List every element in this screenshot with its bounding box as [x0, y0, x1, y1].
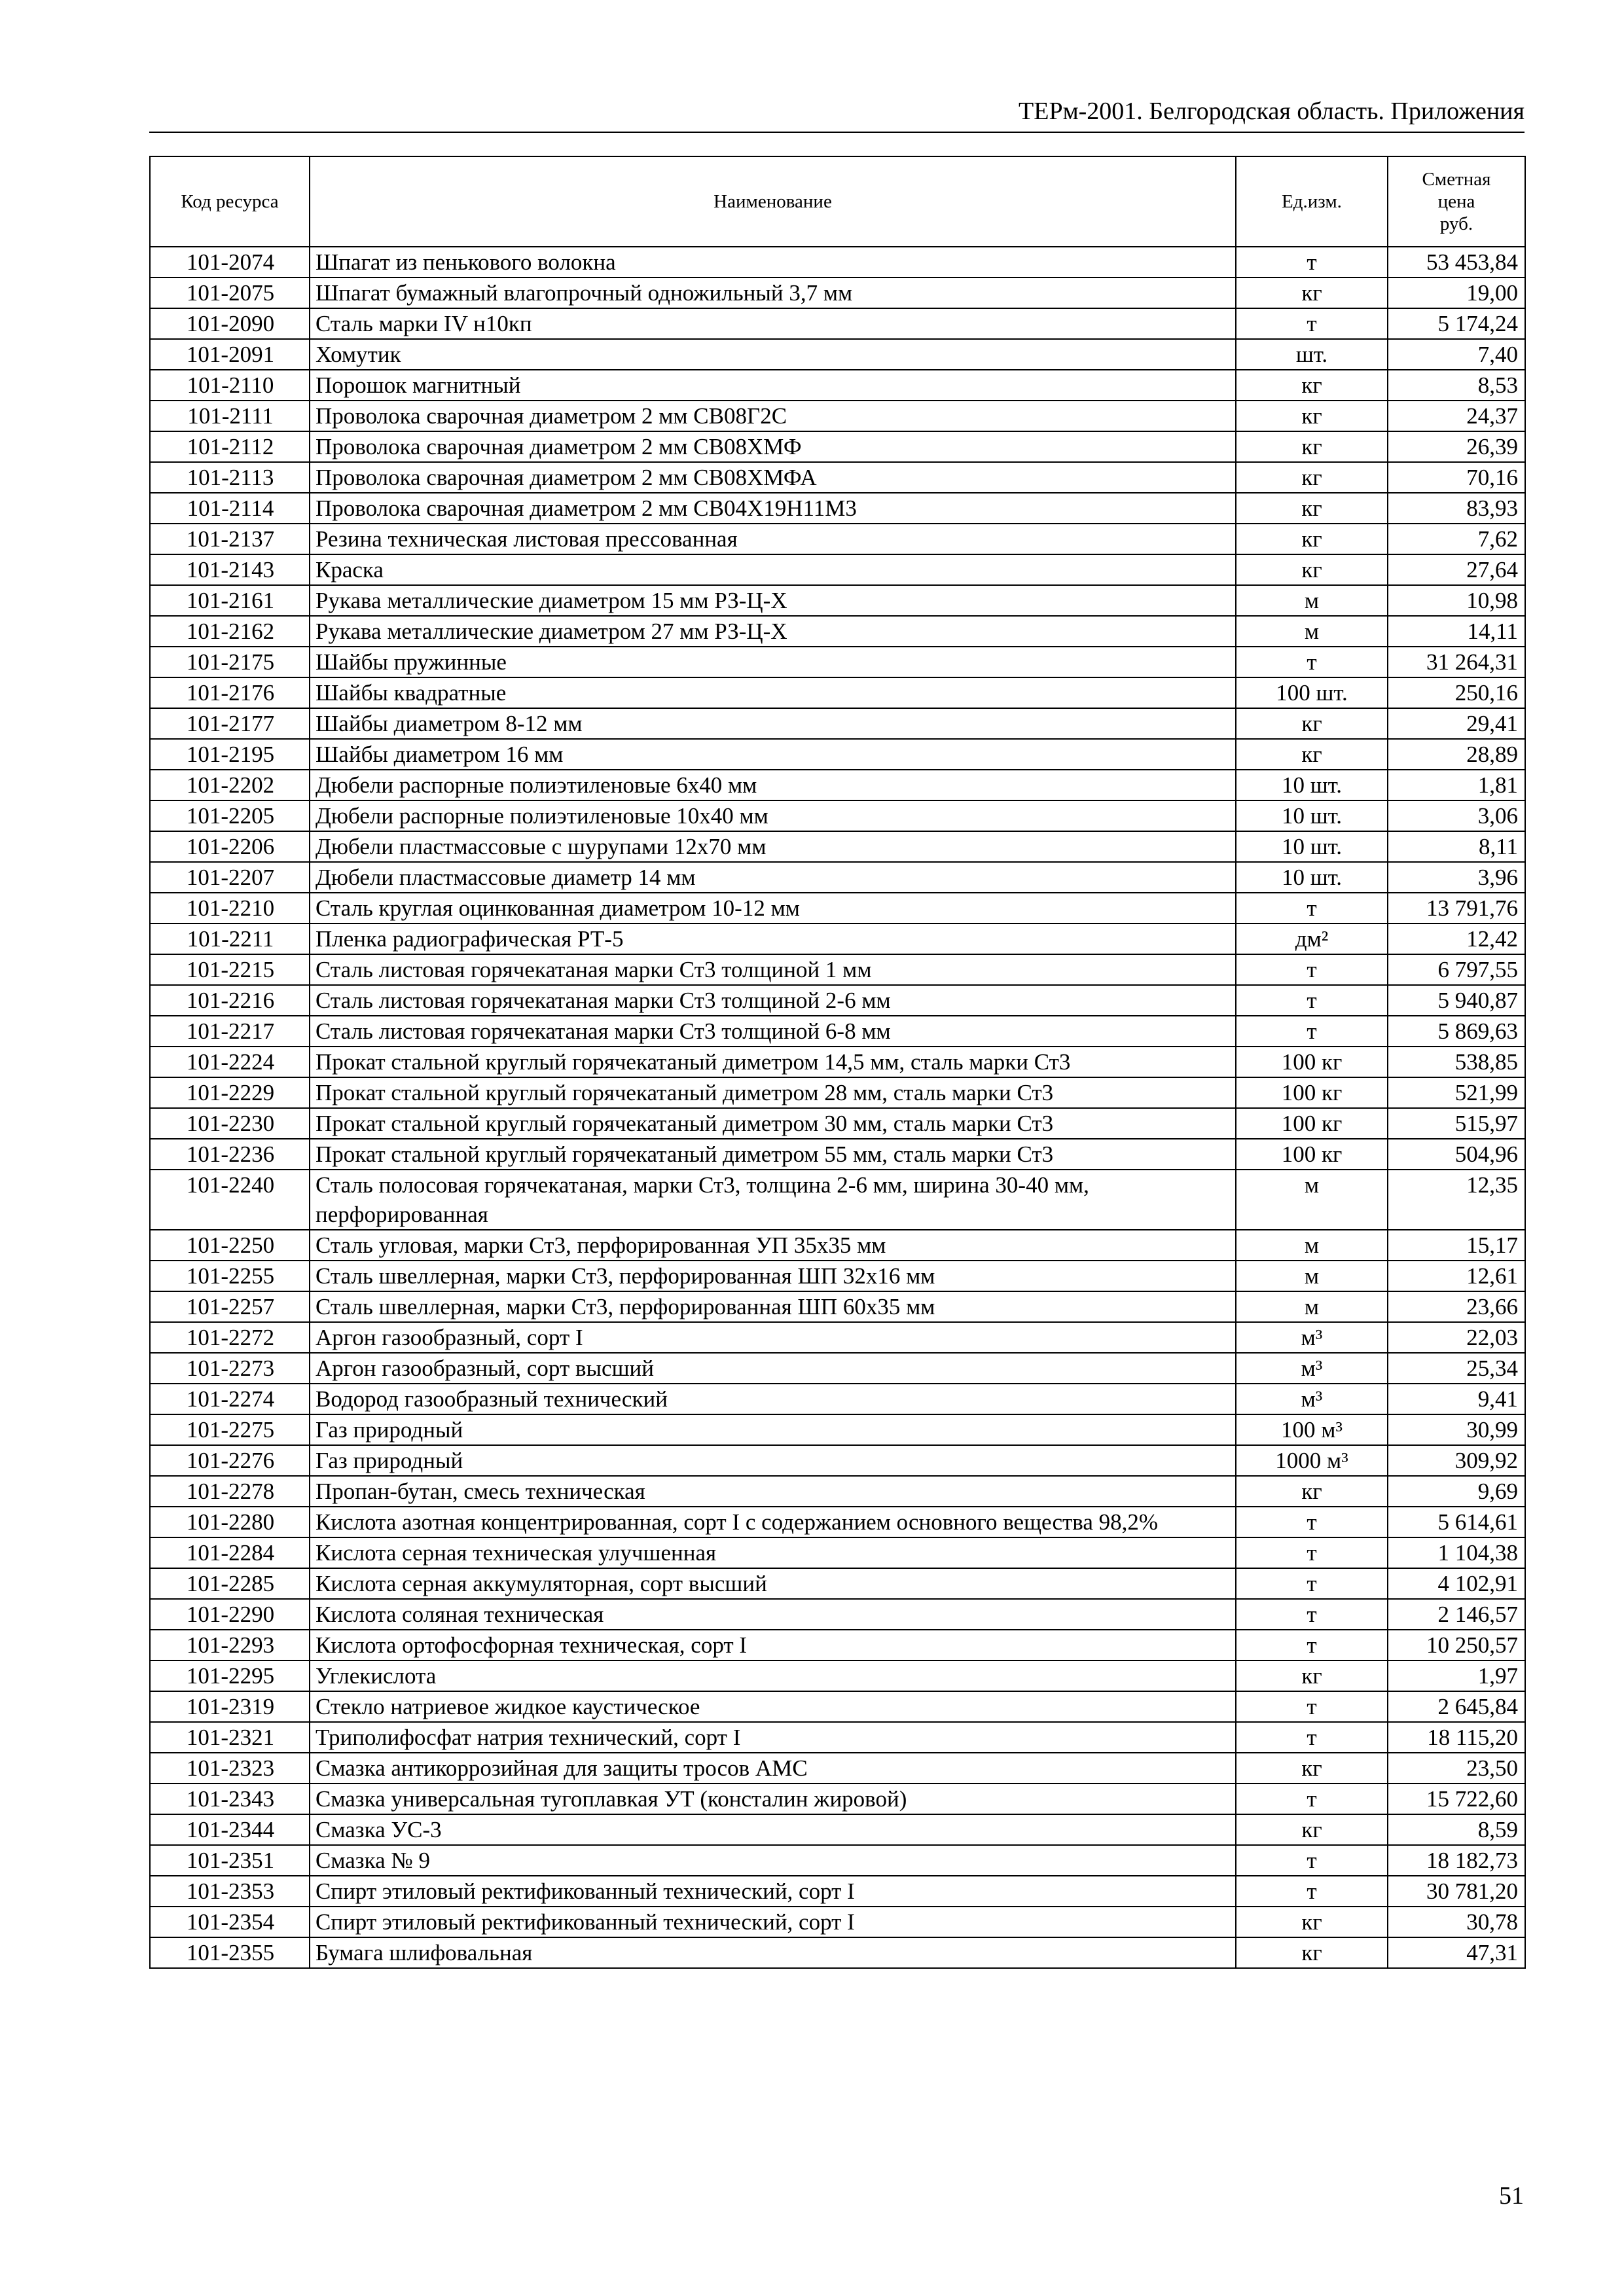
table-row — [150, 1170, 1525, 1230]
resource-unit: кг — [1236, 1937, 1388, 1968]
resource-name: Дюбели распорные полиэтиленовые 6х40 мм — [310, 770, 1236, 800]
resource-price: 31 264,31 — [1388, 647, 1525, 677]
resource-price: 24,37 — [1388, 401, 1525, 431]
resource-price: 521,99 — [1388, 1077, 1525, 1108]
column-header-name: Наименование — [310, 156, 1236, 247]
column-header-code: Код ресурса — [150, 156, 310, 247]
table-row — [150, 524, 1525, 554]
resource-price: 12,35 — [1388, 1170, 1525, 1230]
resource-name: Кислота серная техническая улучшенная — [310, 1537, 1236, 1568]
resource-name: Кислота азотная концентрированная, сорт I с содержанием основного вещества 98,2% — [310, 1507, 1236, 1537]
table-row — [150, 1047, 1525, 1077]
resource-unit: т — [1236, 1722, 1388, 1753]
resource-name: Резина техническая листовая прессованная — [310, 524, 1236, 554]
resource-price: 5 869,63 — [1388, 1016, 1525, 1047]
resource-price: 1,97 — [1388, 1660, 1525, 1691]
resource-code: 101-2111 — [150, 401, 310, 431]
resource-unit: кг — [1236, 1660, 1388, 1691]
resource-unit: 100 кг — [1236, 1108, 1388, 1139]
table-row — [150, 770, 1525, 800]
table-row — [150, 1937, 1525, 1968]
resource-name: Шайбы квадратные — [310, 677, 1236, 708]
table-row — [150, 1568, 1525, 1599]
table-row — [150, 339, 1525, 370]
table-row — [150, 462, 1525, 493]
resource-code: 101-2273 — [150, 1353, 310, 1384]
resource-code: 101-2206 — [150, 831, 310, 862]
table-row — [150, 1907, 1525, 1937]
resource-name: Сталь листовая горячекатаная марки Ст3 толщиной 1 мм — [310, 954, 1236, 985]
resource-unit: т — [1236, 1845, 1388, 1876]
resource-unit: м — [1236, 1291, 1388, 1322]
resource-unit: 10 шт. — [1236, 862, 1388, 893]
resource-code: 101-2177 — [150, 708, 310, 739]
resource-price: 538,85 — [1388, 1047, 1525, 1077]
resource-name: Прокат стальной круглый горячекатаный диметром 55 мм, сталь марки Ст3 — [310, 1139, 1236, 1170]
page-number: 51 — [1499, 2182, 1524, 2210]
resource-price: 2 146,57 — [1388, 1599, 1525, 1630]
resource-unit: т — [1236, 1507, 1388, 1537]
resource-price: 309,92 — [1388, 1445, 1525, 1476]
resource-name: Спирт этиловый ректификованный технический, сорт I — [310, 1907, 1236, 1937]
running-header: ТЕРм-2001. Белгородская область. Приложения — [1019, 98, 1525, 125]
resource-price: 2 645,84 — [1388, 1691, 1525, 1722]
resource-unit: шт. — [1236, 339, 1388, 370]
resource-unit: кг — [1236, 278, 1388, 308]
resource-name: Водород газообразный технический — [310, 1384, 1236, 1414]
resource-code: 101-2162 — [150, 616, 310, 647]
resource-code: 101-2278 — [150, 1476, 310, 1507]
resource-name: Проволока сварочная диаметром 2 мм СВ08ХМФ — [310, 431, 1236, 462]
resource-name: Шпагат бумажный влагопрочный одножильный 3,7 мм — [310, 278, 1236, 308]
resource-code: 101-2229 — [150, 1077, 310, 1108]
resource-price: 10,98 — [1388, 585, 1525, 616]
resource-code: 101-2343 — [150, 1784, 310, 1814]
resource-unit: кг — [1236, 524, 1388, 554]
table-row — [150, 278, 1525, 308]
resource-name: Прокат стальной круглый горячекатаный диметром 30 мм, сталь марки Ст3 — [310, 1108, 1236, 1139]
resource-price: 1,81 — [1388, 770, 1525, 800]
resource-name: Бумага шлифовальная — [310, 1937, 1236, 1968]
table-row — [150, 1353, 1525, 1384]
resource-unit: м — [1236, 1170, 1388, 1230]
resource-unit: т — [1236, 308, 1388, 339]
resource-unit: м — [1236, 616, 1388, 647]
table-row — [150, 1814, 1525, 1845]
resource-price: 29,41 — [1388, 708, 1525, 739]
table-row — [150, 862, 1525, 893]
table-row — [150, 739, 1525, 770]
table-row — [150, 1660, 1525, 1691]
resource-unit: т — [1236, 1691, 1388, 1722]
header-rule — [149, 132, 1525, 133]
resource-unit: кг — [1236, 739, 1388, 770]
resource-unit: т — [1236, 1537, 1388, 1568]
resource-unit: кг — [1236, 1476, 1388, 1507]
table-row — [150, 1722, 1525, 1753]
table-row — [150, 1845, 1525, 1876]
resource-code: 101-2211 — [150, 924, 310, 954]
resource-code: 101-2143 — [150, 554, 310, 585]
table-row — [150, 308, 1525, 339]
resource-name: Рукава металлические диаметром 27 мм РЗ-Ц-Х — [310, 616, 1236, 647]
resource-code: 101-2353 — [150, 1876, 310, 1907]
table-row — [150, 1139, 1525, 1170]
table-row — [150, 616, 1525, 647]
resource-unit: 10 шт. — [1236, 770, 1388, 800]
resource-price: 70,16 — [1388, 462, 1525, 493]
resource-code: 101-2110 — [150, 370, 310, 401]
resource-price: 1 104,38 — [1388, 1537, 1525, 1568]
resource-price: 30,78 — [1388, 1907, 1525, 1937]
table-row — [150, 708, 1525, 739]
resource-price: 19,00 — [1388, 278, 1525, 308]
resource-unit: кг — [1236, 462, 1388, 493]
column-header-price-line1: Сметная — [1422, 169, 1491, 190]
table-header-row — [150, 156, 1525, 247]
resource-name: Кислота соляная техническая — [310, 1599, 1236, 1630]
resource-code: 101-2215 — [150, 954, 310, 985]
resource-name: Смазка универсальная тугоплавкая УТ (консталин жировой) — [310, 1784, 1236, 1814]
table-row — [150, 1077, 1525, 1108]
resource-code: 101-2216 — [150, 985, 310, 1016]
resource-code: 101-2355 — [150, 1937, 310, 1968]
resource-name: Смазка антикоррозийная для защиты тросов АМС — [310, 1753, 1236, 1784]
table-row — [150, 1445, 1525, 1476]
resource-unit: т — [1236, 985, 1388, 1016]
resource-unit: м³ — [1236, 1384, 1388, 1414]
table-row — [150, 800, 1525, 831]
resource-name: Аргон газообразный, сорт высший — [310, 1353, 1236, 1384]
resource-code: 101-2280 — [150, 1507, 310, 1537]
resource-name: Газ природный — [310, 1445, 1236, 1476]
resource-name: Стекло натриевое жидкое каустическое — [310, 1691, 1236, 1722]
resource-unit: м — [1236, 1230, 1388, 1261]
resource-name: Сталь угловая, марки Ст3, перфорированная УП 35х35 мм — [310, 1230, 1236, 1261]
resource-code: 101-2275 — [150, 1414, 310, 1445]
resource-price: 28,89 — [1388, 739, 1525, 770]
resource-name: Проволока сварочная диаметром 2 мм СВ04Х19Н11М3 — [310, 493, 1236, 524]
table-row — [150, 1599, 1525, 1630]
resource-price: 250,16 — [1388, 677, 1525, 708]
resource-price: 3,06 — [1388, 800, 1525, 831]
resource-code: 101-2290 — [150, 1599, 310, 1630]
table-row — [150, 1016, 1525, 1047]
resource-price: 9,69 — [1388, 1476, 1525, 1507]
table-row — [150, 370, 1525, 401]
resource-name: Кислота ортофосфорная техническая, сорт I — [310, 1630, 1236, 1660]
resource-code: 101-2323 — [150, 1753, 310, 1784]
table-row — [150, 1414, 1525, 1445]
table-row — [150, 1630, 1525, 1660]
resource-price: 7,40 — [1388, 339, 1525, 370]
resource-unit: 100 шт. — [1236, 677, 1388, 708]
table-row — [150, 1230, 1525, 1261]
table-row — [150, 431, 1525, 462]
resource-unit: кг — [1236, 708, 1388, 739]
resource-unit: кг — [1236, 1753, 1388, 1784]
column-header-price — [1388, 156, 1525, 247]
resource-code: 101-2195 — [150, 739, 310, 770]
resource-code: 101-2321 — [150, 1722, 310, 1753]
resource-name: Триполифосфат натрия технический, сорт I — [310, 1722, 1236, 1753]
resource-unit: т — [1236, 247, 1388, 278]
resource-unit: 10 шт. — [1236, 831, 1388, 862]
resource-name: Рукава металлические диаметром 15 мм РЗ-Ц-Х — [310, 585, 1236, 616]
resource-price: 23,50 — [1388, 1753, 1525, 1784]
resource-unit: кг — [1236, 370, 1388, 401]
resource-price: 5 940,87 — [1388, 985, 1525, 1016]
resource-code: 101-2274 — [150, 1384, 310, 1414]
resource-unit: 1000 м³ — [1236, 1445, 1388, 1476]
resource-code: 101-2295 — [150, 1660, 310, 1691]
resource-code: 101-2257 — [150, 1291, 310, 1322]
resource-price: 30 781,20 — [1388, 1876, 1525, 1907]
resource-price: 8,53 — [1388, 370, 1525, 401]
table-row — [150, 1507, 1525, 1537]
resource-code: 101-2224 — [150, 1047, 310, 1077]
table-row — [150, 401, 1525, 431]
resource-unit: м — [1236, 585, 1388, 616]
table-row — [150, 493, 1525, 524]
resource-price: 47,31 — [1388, 1937, 1525, 1968]
resource-code: 101-2255 — [150, 1261, 310, 1291]
resource-code: 101-2161 — [150, 585, 310, 616]
resource-price: 8,11 — [1388, 831, 1525, 862]
table-row — [150, 247, 1525, 278]
resource-unit: т — [1236, 1876, 1388, 1907]
resource-price: 53 453,84 — [1388, 247, 1525, 278]
table-row — [150, 924, 1525, 954]
resource-price: 18 182,73 — [1388, 1845, 1525, 1876]
resource-code: 101-2272 — [150, 1322, 310, 1353]
resource-unit: т — [1236, 893, 1388, 924]
resource-name: Сталь швеллерная, марки Ст3, перфорированная ШП 32х16 мм — [310, 1261, 1236, 1291]
resource-unit: м³ — [1236, 1353, 1388, 1384]
resource-name: Кислота серная аккумуляторная, сорт высший — [310, 1568, 1236, 1599]
resource-price: 5 614,61 — [1388, 1507, 1525, 1537]
resource-code: 101-2114 — [150, 493, 310, 524]
resource-price: 15,17 — [1388, 1230, 1525, 1261]
resource-code: 101-2074 — [150, 247, 310, 278]
resource-name: Дюбели пластмассовые с шурупами 12х70 мм — [310, 831, 1236, 862]
table-row — [150, 1291, 1525, 1322]
resource-name: Смазка № 9 — [310, 1845, 1236, 1876]
resource-unit: кг — [1236, 1814, 1388, 1845]
resource-name: Смазка УС-3 — [310, 1814, 1236, 1845]
resource-name: Дюбели распорные полиэтиленовые 10х40 мм — [310, 800, 1236, 831]
resource-price: 26,39 — [1388, 431, 1525, 462]
resource-unit: кг — [1236, 493, 1388, 524]
resource-name: Хомутик — [310, 339, 1236, 370]
resource-unit: 100 кг — [1236, 1077, 1388, 1108]
table-row — [150, 954, 1525, 985]
resource-price: 4 102,91 — [1388, 1568, 1525, 1599]
resource-name: Сталь полосовая горячекатаная, марки Ст3, толщина 2-6 мм, ширина 30-40 мм, перфорированная — [310, 1170, 1236, 1230]
resource-unit: м — [1236, 1261, 1388, 1291]
table-row — [150, 647, 1525, 677]
table-row — [150, 1108, 1525, 1139]
resource-name: Сталь швеллерная, марки Ст3, перфорированная ШП 60х35 мм — [310, 1291, 1236, 1322]
resource-name: Дюбели пластмассовые диаметр 14 мм — [310, 862, 1236, 893]
resource-code: 101-2207 — [150, 862, 310, 893]
resource-unit: 100 кг — [1236, 1047, 1388, 1077]
resource-name: Сталь марки IV н10кп — [310, 308, 1236, 339]
resource-name: Сталь листовая горячекатаная марки Ст3 толщиной 2-6 мм — [310, 985, 1236, 1016]
resource-code: 101-2285 — [150, 1568, 310, 1599]
resource-code: 101-2112 — [150, 431, 310, 462]
resource-name: Газ природный — [310, 1414, 1236, 1445]
resource-code: 101-2354 — [150, 1907, 310, 1937]
resource-code: 101-2240 — [150, 1170, 310, 1230]
resource-code: 101-2090 — [150, 308, 310, 339]
resource-code: 101-2319 — [150, 1691, 310, 1722]
resource-name: Углекислота — [310, 1660, 1236, 1691]
resource-price: 30,99 — [1388, 1414, 1525, 1445]
resource-price: 3,96 — [1388, 862, 1525, 893]
resource-price: 22,03 — [1388, 1322, 1525, 1353]
resource-unit: 100 кг — [1236, 1139, 1388, 1170]
resource-price: 10 250,57 — [1388, 1630, 1525, 1660]
table-row — [150, 893, 1525, 924]
resource-unit: т — [1236, 647, 1388, 677]
resource-price: 6 797,55 — [1388, 954, 1525, 985]
resource-price: 12,42 — [1388, 924, 1525, 954]
resource-name: Проволока сварочная диаметром 2 мм СВ08Г2С — [310, 401, 1236, 431]
resource-name: Прокат стальной круглый горячекатаный диметром 14,5 мм, сталь марки Ст3 — [310, 1047, 1236, 1077]
resource-price: 25,34 — [1388, 1353, 1525, 1384]
resource-code: 101-2091 — [150, 339, 310, 370]
resource-price: 14,11 — [1388, 616, 1525, 647]
resource-unit: 10 шт. — [1236, 800, 1388, 831]
table-row — [150, 1876, 1525, 1907]
table-row — [150, 554, 1525, 585]
table-row — [150, 1784, 1525, 1814]
table-row — [150, 1476, 1525, 1507]
resource-code: 101-2210 — [150, 893, 310, 924]
column-header-price-line3: руб. — [1439, 213, 1473, 234]
table-row — [150, 1384, 1525, 1414]
resource-price: 27,64 — [1388, 554, 1525, 585]
table-row — [150, 585, 1525, 616]
resource-code: 101-2202 — [150, 770, 310, 800]
resource-name: Шайбы диаметром 16 мм — [310, 739, 1236, 770]
resource-name: Пленка радиографическая РТ-5 — [310, 924, 1236, 954]
resource-name: Порошок магнитный — [310, 370, 1236, 401]
resource-unit: кг — [1236, 1907, 1388, 1937]
resource-code: 101-2075 — [150, 278, 310, 308]
resource-unit: т — [1236, 954, 1388, 985]
column-header-price-line2: цена — [1437, 191, 1475, 212]
resource-unit: кг — [1236, 401, 1388, 431]
resource-code: 101-2236 — [150, 1139, 310, 1170]
table-row — [150, 1753, 1525, 1784]
table-row — [150, 1691, 1525, 1722]
resource-code: 101-2176 — [150, 677, 310, 708]
resource-price: 5 174,24 — [1388, 308, 1525, 339]
resource-unit: т — [1236, 1630, 1388, 1660]
resource-name: Шпагат из пенькового волокна — [310, 247, 1236, 278]
resource-name: Пропан-бутан, смесь техническая — [310, 1476, 1236, 1507]
resource-name: Шайбы пружинные — [310, 647, 1236, 677]
resource-code: 101-2230 — [150, 1108, 310, 1139]
resource-price: 515,97 — [1388, 1108, 1525, 1139]
resource-price: 504,96 — [1388, 1139, 1525, 1170]
resource-name: Аргон газообразный, сорт I — [310, 1322, 1236, 1353]
column-header-unit: Ед.изм. — [1236, 156, 1388, 247]
resource-price: 9,41 — [1388, 1384, 1525, 1414]
resource-unit: м³ — [1236, 1322, 1388, 1353]
resource-code: 101-2217 — [150, 1016, 310, 1047]
resource-unit: т — [1236, 1568, 1388, 1599]
resource-name: Прокат стальной круглый горячекатаный диметром 28 мм, сталь марки Ст3 — [310, 1077, 1236, 1108]
resource-price: 18 115,20 — [1388, 1722, 1525, 1753]
resource-code: 101-2284 — [150, 1537, 310, 1568]
resource-unit: т — [1236, 1599, 1388, 1630]
resource-name: Сталь листовая горячекатаная марки Ст3 толщиной 6-8 мм — [310, 1016, 1236, 1047]
resource-name: Шайбы диаметром 8-12 мм — [310, 708, 1236, 739]
resource-price: 13 791,76 — [1388, 893, 1525, 924]
resource-price: 8,59 — [1388, 1814, 1525, 1845]
resource-code: 101-2293 — [150, 1630, 310, 1660]
resource-code: 101-2113 — [150, 462, 310, 493]
table-row — [150, 831, 1525, 862]
resource-name: Сталь круглая оцинкованная диаметром 10-12 мм — [310, 893, 1236, 924]
resource-unit: кг — [1236, 431, 1388, 462]
resource-code: 101-2137 — [150, 524, 310, 554]
table-row — [150, 1537, 1525, 1568]
resource-unit: 100 м³ — [1236, 1414, 1388, 1445]
resource-code: 101-2250 — [150, 1230, 310, 1261]
resource-code: 101-2344 — [150, 1814, 310, 1845]
resource-code: 101-2205 — [150, 800, 310, 831]
table-row — [150, 1261, 1525, 1291]
resource-name: Краска — [310, 554, 1236, 585]
resource-price: 12,61 — [1388, 1261, 1525, 1291]
resource-name: Проволока сварочная диаметром 2 мм СВ08ХМФА — [310, 462, 1236, 493]
resource-price: 83,93 — [1388, 493, 1525, 524]
resource-code: 101-2351 — [150, 1845, 310, 1876]
resource-unit: кг — [1236, 554, 1388, 585]
resource-unit: т — [1236, 1784, 1388, 1814]
resource-unit: т — [1236, 1016, 1388, 1047]
table-row — [150, 1322, 1525, 1353]
table-row — [150, 985, 1525, 1016]
resource-name: Спирт этиловый ректификованный технический, сорт I — [310, 1876, 1236, 1907]
resource-price-table — [149, 156, 1526, 1969]
resource-code: 101-2276 — [150, 1445, 310, 1476]
resource-price: 23,66 — [1388, 1291, 1525, 1322]
table-row — [150, 677, 1525, 708]
resource-code: 101-2175 — [150, 647, 310, 677]
resource-unit: дм² — [1236, 924, 1388, 954]
resource-price: 15 722,60 — [1388, 1784, 1525, 1814]
resource-price: 7,62 — [1388, 524, 1525, 554]
